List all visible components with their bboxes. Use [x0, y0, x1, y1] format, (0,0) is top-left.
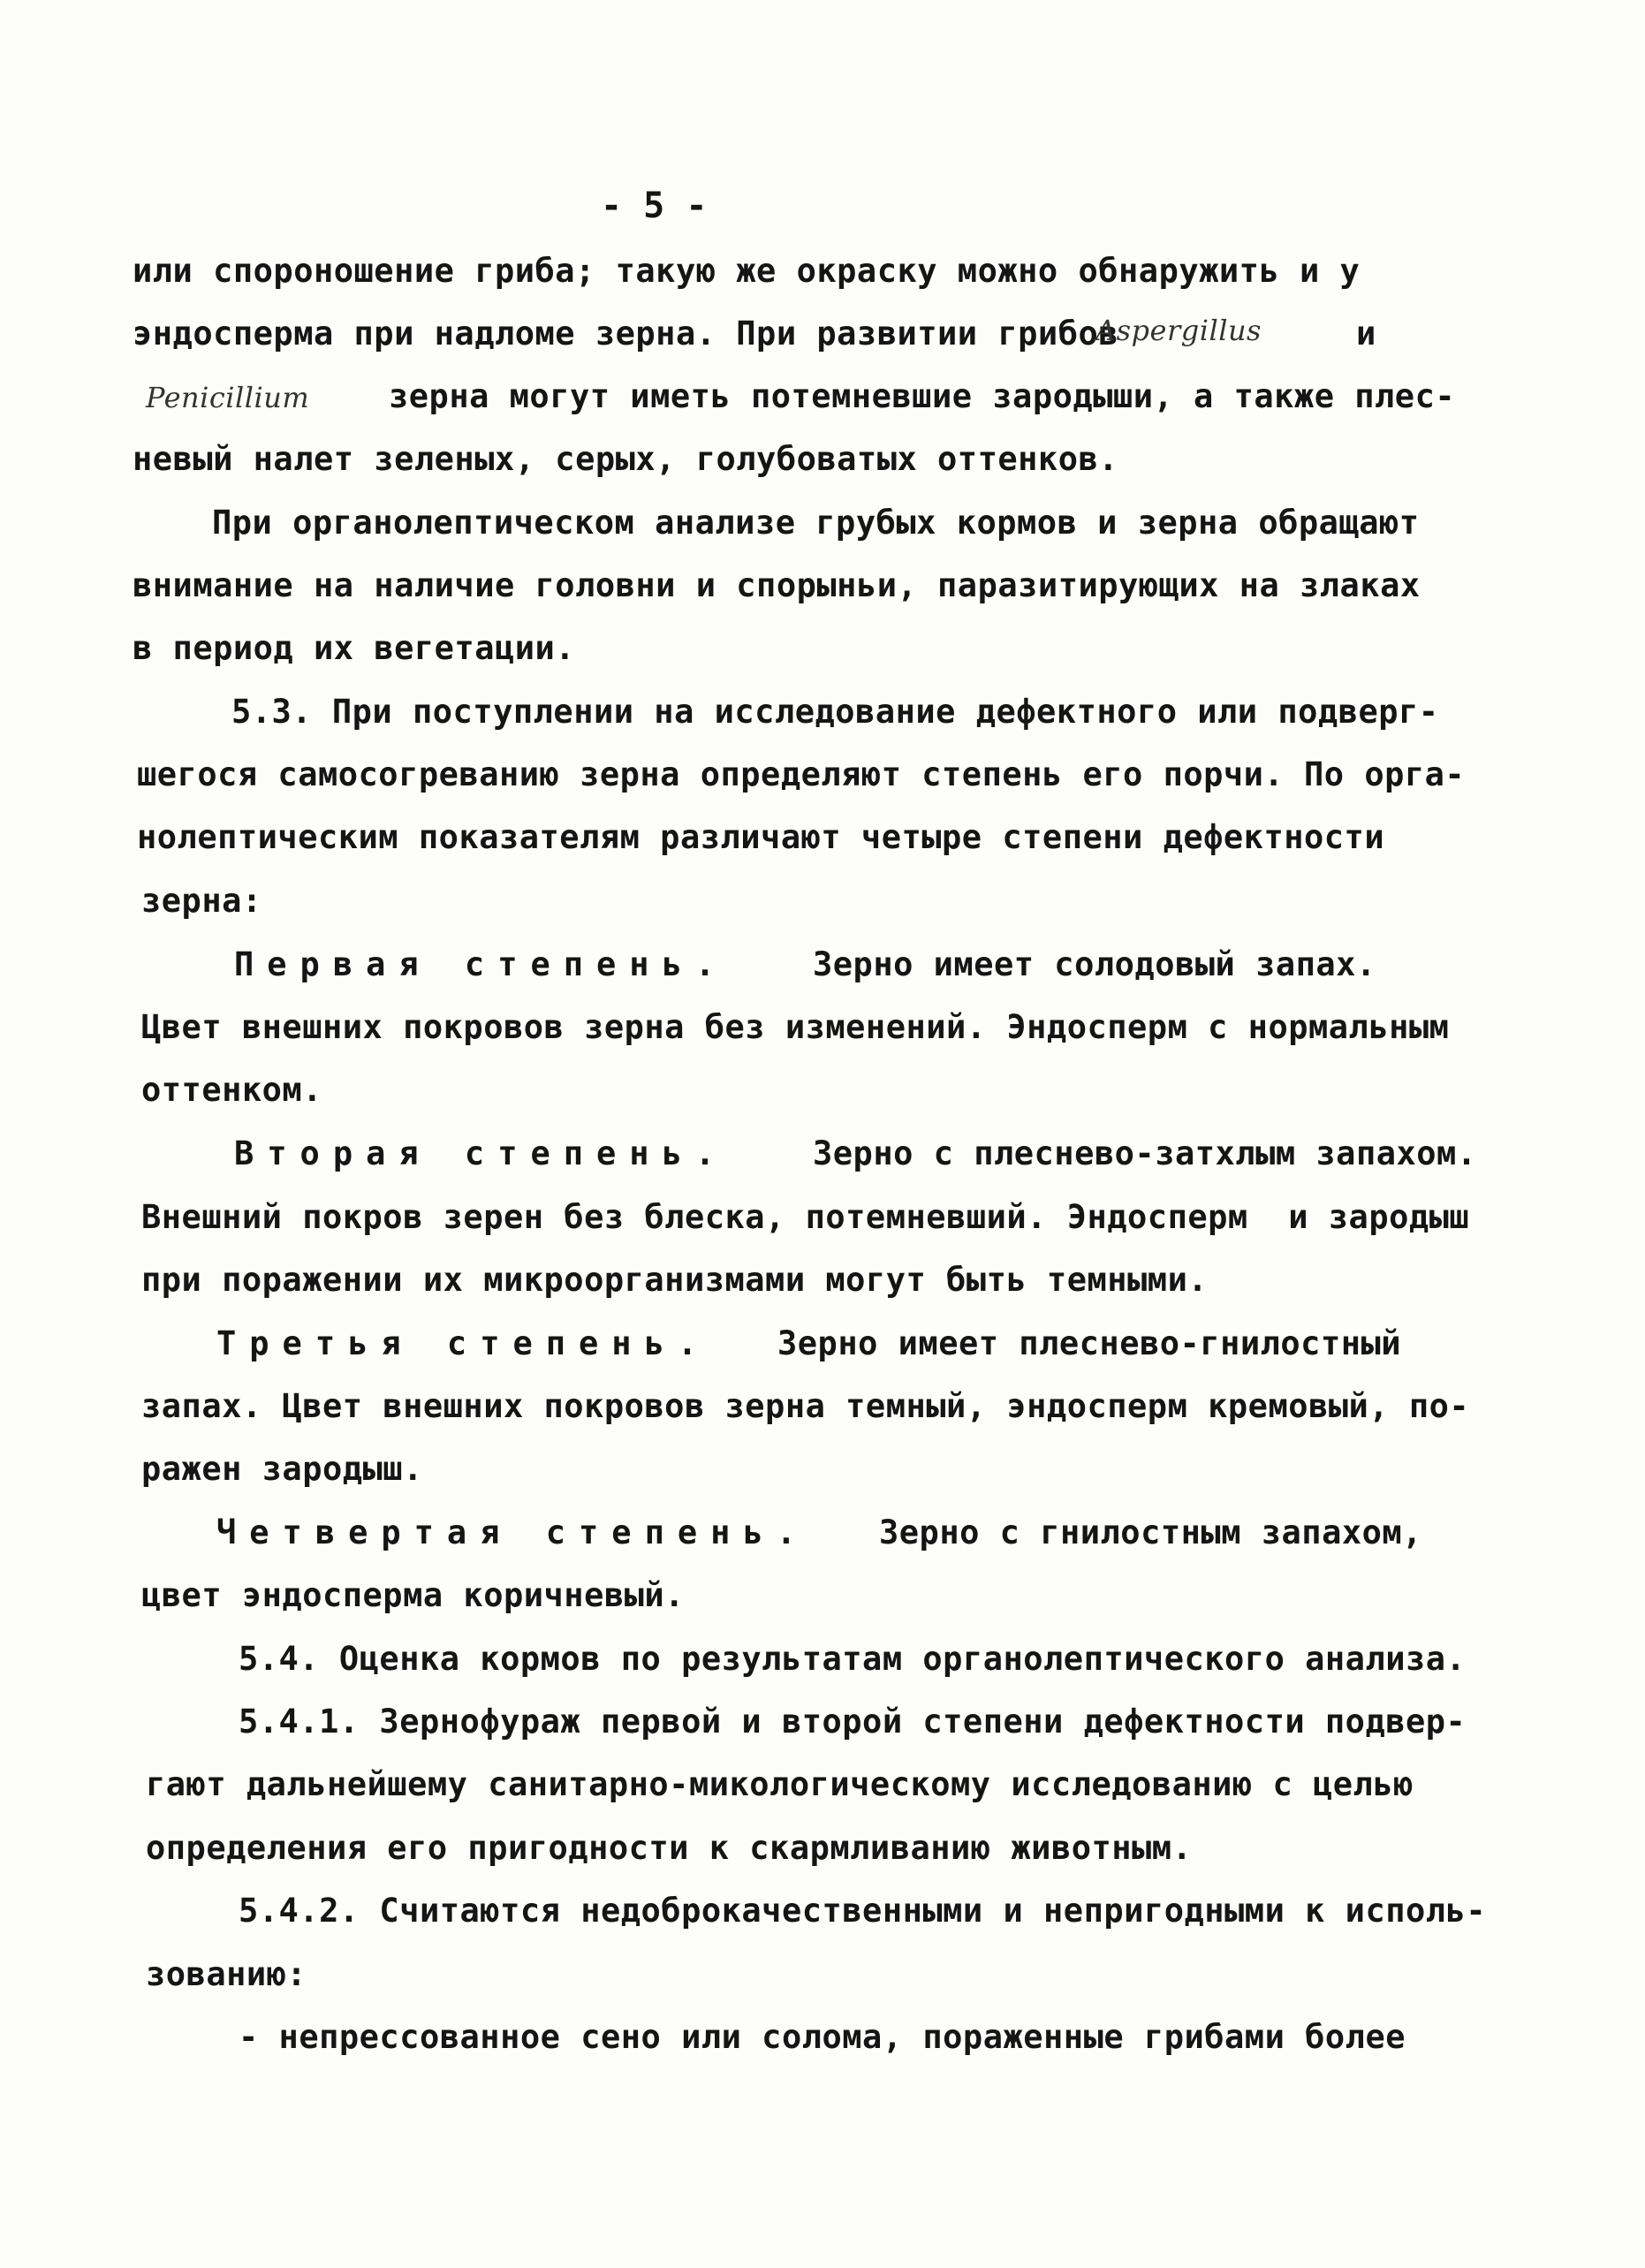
text-line: в период их вегетации.	[133, 629, 576, 667]
text-line: определения его пригодности к скармливанию животным.	[146, 1829, 1193, 1867]
text-line: нолептическим показателям различают четыре степени дефектности	[137, 818, 1385, 856]
text-line: При органолептическом анализе грубых кормов и зерна обращают	[212, 504, 1420, 542]
section-heading: 5.4.2. Считаются недоброкачественными и непригодными к исполь-	[239, 1892, 1487, 1930]
text-line: запах. Цвет внешних покровов зерна темный, эндосперм кремовый, по-	[141, 1387, 1470, 1425]
latin-term-handwritten: Penicillium	[146, 381, 310, 414]
text-line: зерна могут иметь потемневшие зародыши, а также плес-	[389, 377, 1456, 415]
latin-term-handwritten: Aspergillus	[1095, 314, 1262, 347]
spaced-term: Четвертая степень.	[216, 1513, 809, 1551]
spaced-term: Вторая степень.	[234, 1134, 729, 1172]
text-line: внимание на наличие головни и спорыньи, паразитирующих на злаках	[133, 566, 1421, 604]
text-line: Зерно с гнилостным запахом,	[879, 1513, 1422, 1551]
page-number: - 5 -	[601, 186, 708, 226]
text-line: зерна:	[141, 882, 262, 920]
section-heading: 5.3. При поступлении на исследование дефектного или подверг-	[231, 693, 1439, 731]
list-item: - непрессованное сено или солома, пораженные грибами более	[239, 2018, 1406, 2056]
text-line: ражен зародыш.	[141, 1450, 423, 1488]
spaced-term: Первая степень.	[234, 945, 729, 983]
text-line: Зерно с плесневo-затхлым запахом.	[813, 1134, 1477, 1172]
text-line: зованию:	[146, 1955, 307, 1993]
text-line: Внешний покров зерен без блеска, потемневший. Эндосперм и зародыш	[141, 1198, 1470, 1236]
text-line: невый налет зеленых, серых, голубоватых оттенков.	[133, 440, 1119, 478]
spaced-term: Третья степень.	[216, 1324, 711, 1362]
text-line: Зерно имеет плесневo-гнилостный	[777, 1324, 1402, 1362]
text-line: и	[1356, 315, 1376, 353]
text-line: Зерно имеет солодовый запах.	[813, 945, 1376, 983]
text-line: при поражении их микроорганизмами могут быть темными.	[141, 1261, 1209, 1299]
text-line: гают дальнейшему санитарно-микологическому исследованию с целью	[146, 1765, 1414, 1803]
section-heading: 5.4. Оценка кормов по результатам органолептического анализа.	[239, 1640, 1467, 1678]
text-line: цвет эндосперма коричневый.	[141, 1576, 685, 1614]
section-heading: 5.4.1. Зернофураж первой и второй степени дефектности подвер-	[239, 1703, 1467, 1741]
text-line: шегося самосогреванию зерна определяют степень его порчи. По орга-	[137, 755, 1466, 793]
text-line: оттенком.	[141, 1071, 322, 1109]
text-line: Цвет внешних покровов зерна без изменений. Эндосперм с нормальным	[141, 1008, 1450, 1046]
text-line: или спороношение гриба; такую же окраску можно обнаружить и у	[133, 252, 1361, 290]
text-line: эндосперма при надломе зерна. При развитии грибов	[133, 315, 1119, 353]
